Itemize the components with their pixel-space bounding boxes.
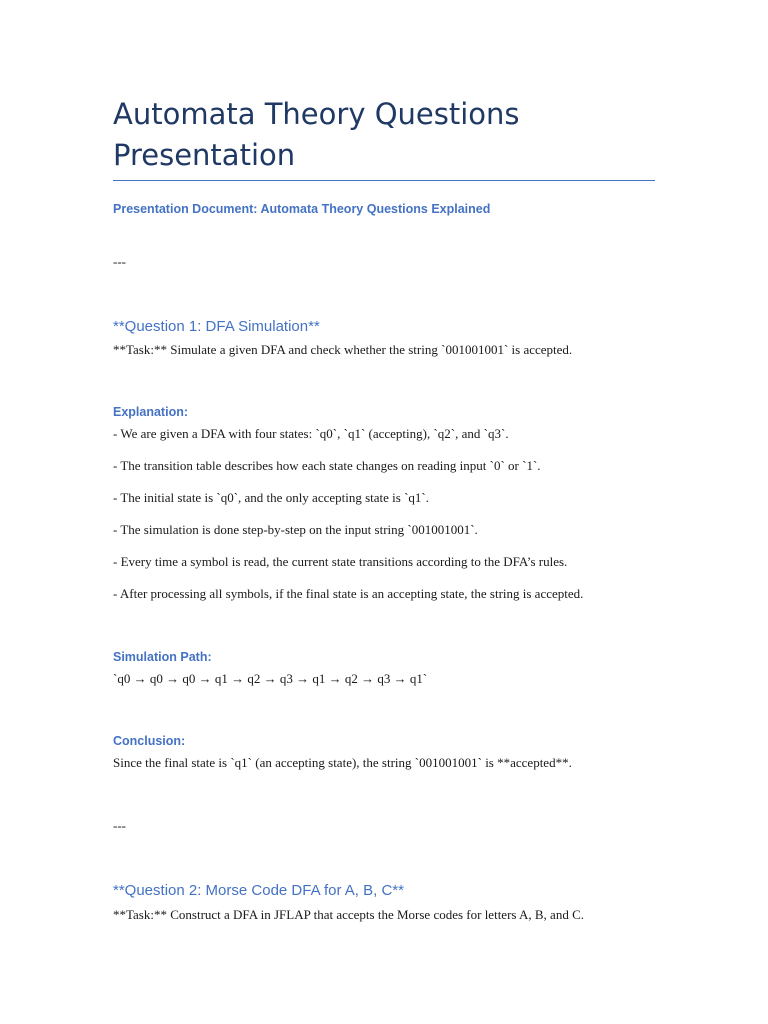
- explanation-bullet: - The simulation is done step-by-step on the input string `001001001`.: [113, 522, 478, 537]
- question-1-task: **Task:** Simulate a given DFA and check whether the string `001001001` is accepted.: [113, 342, 573, 357]
- title-underline: [113, 180, 655, 181]
- conclusion-heading: Conclusion:: [113, 734, 186, 748]
- question-1-heading: **Question 1: DFA Simulation**: [113, 318, 320, 335]
- explanation-bullet: - Every time a symbol is read, the current state transitions according to the DFA’s rules.: [113, 554, 568, 569]
- conclusion-text: Since the final state is `q1` (an accepting state), the string `001001001` is **accepted**.: [113, 755, 572, 770]
- document-title: Automata Theory Questions Presentation: [113, 97, 520, 172]
- explanation-bullet: - The initial state is `q0`, and the only accepting state is `q1`.: [113, 490, 430, 505]
- simulation-path-heading: Simulation Path:: [113, 650, 212, 664]
- separator: ---: [113, 818, 126, 833]
- explanation-heading: Explanation:: [113, 405, 189, 419]
- simulation-path: `q0 → q0 → q0 → q1 → q2 → q3 → q1 → q2 → q3 → q1`: [113, 671, 428, 686]
- separator: ---: [113, 254, 126, 269]
- explanation-bullet: - We are given a DFA with four states: `q0`, `q1` (accepting), `q2`, and `q3`.: [113, 426, 509, 441]
- question-2-heading: **Question 2: Morse Code DFA for A, B, C**: [113, 882, 404, 899]
- explanation-bullet: - After processing all symbols, if the final state is an accepting state, the string is accepted.: [113, 586, 584, 601]
- explanation-bullet: - The transition table describes how each state changes on reading input `0` or `1`.: [113, 458, 541, 473]
- question-2-task: **Task:** Construct a DFA in JFLAP that accepts the Morse codes for letters A, B, and C.: [113, 907, 584, 922]
- document-subtitle: Presentation Document: Automata Theory Questions Explained: [113, 202, 491, 216]
